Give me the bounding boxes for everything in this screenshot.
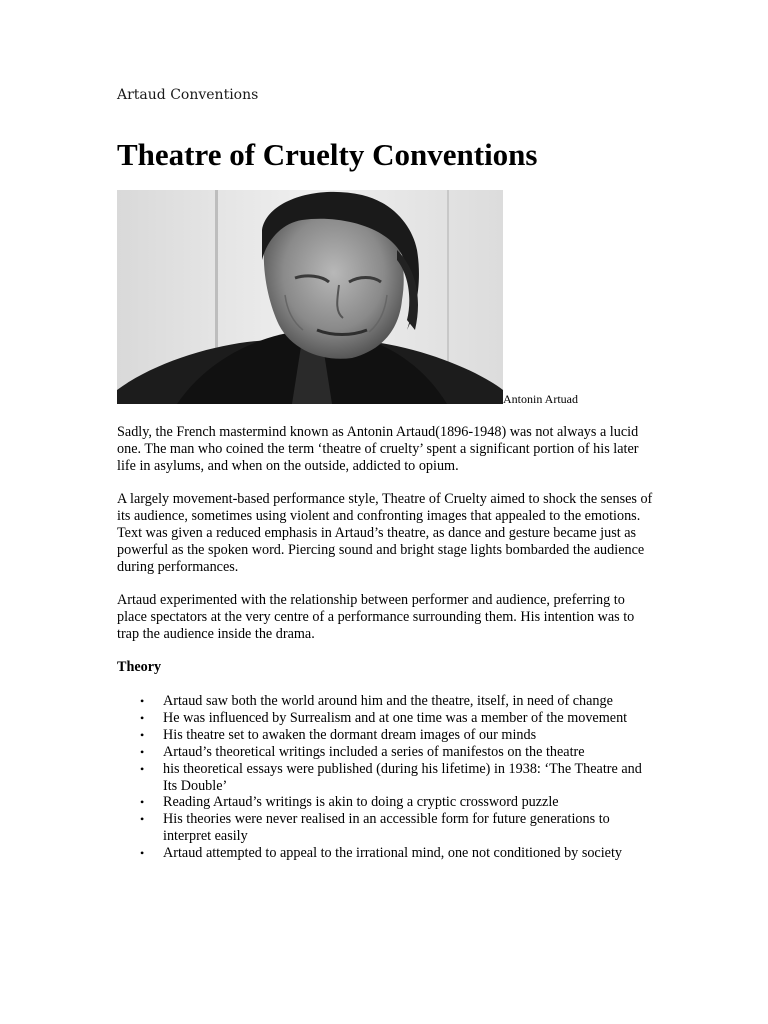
- list-item: [117, 744, 657, 761]
- bullet-icon: •: [140, 744, 145, 759]
- list-item: [117, 710, 657, 727]
- portrait-image: [117, 190, 503, 404]
- theory-heading: Theory: [117, 659, 162, 675]
- artaud-photo: [117, 190, 503, 404]
- bullet-icon: •: [140, 727, 145, 742]
- bullet-icon: •: [140, 812, 145, 827]
- list-item-text: Artaud saw both the world around him and the theatre, itself, in need of change: [163, 693, 613, 709]
- list-item: [117, 794, 657, 811]
- list-item-text: Artaud’s theoretical writings included a series of manifestos on the theatre: [163, 743, 585, 760]
- bullet-icon: •: [140, 846, 145, 861]
- audience-paragraph: Artaud experimented with the relationship between performer and audience, preferring to place spectators at the very centre of a performance surrounding them. His intention was to trap the audience inside the drama.: [117, 592, 635, 642]
- photo-caption: Antonin Artuad: [503, 392, 578, 406]
- list-item-text: He was influenced by Surrealism and at one time was a member of the movement: [163, 709, 628, 726]
- list-item-text: Artaud attempted to appeal to the irrational mind, one not conditioned by society: [163, 845, 623, 862]
- document-header: Artaud Conventions: [117, 87, 259, 103]
- bullet-icon: •: [140, 795, 145, 810]
- list-item: [117, 761, 657, 795]
- list-item-text: His theories were never realised in an accessible form for future generations to interpret easily: [163, 811, 610, 845]
- list-item-text: his theoretical essays were published (during his lifetime) in 1938: ‘The Theatre and Its Double’: [163, 760, 642, 794]
- list-item: [117, 727, 657, 744]
- document-title: Theatre of Cruelty Conventions: [117, 137, 538, 172]
- list-item-text: His theatre set to awaken the dormant dream images of our minds: [163, 726, 537, 743]
- list-item: [117, 693, 657, 710]
- bullet-icon: •: [140, 761, 145, 776]
- list-item-text: Reading Artaud’s writings is akin to doing a cryptic crossword puzzle: [163, 794, 559, 811]
- bullet-icon: •: [140, 694, 145, 708]
- intro-paragraph: Sadly, the French mastermind known as Antonin Artaud(1896-1948) was not always a lucid one. The man who coined the term ‘theatre of cruelty’ spent a significant portion of his later life in asylums, and when on the outside, addicted to opium.: [117, 424, 639, 474]
- style-paragraph: A largely movement-based performance style, Theatre of Cruelty aimed to shock the senses of its audience, sometimes using violent and confronting images that appealed to the emotions. Text was given a reduced emphasis in Artaud’s theatre, as dance and gesture became just as powerful as the spoken word. Piercing sound and bright stage lights bombarded the audience during performances.: [117, 491, 653, 575]
- bullet-icon: •: [140, 710, 145, 725]
- list-item: [117, 811, 657, 845]
- theory-list: [117, 693, 657, 862]
- list-item: [117, 845, 657, 862]
